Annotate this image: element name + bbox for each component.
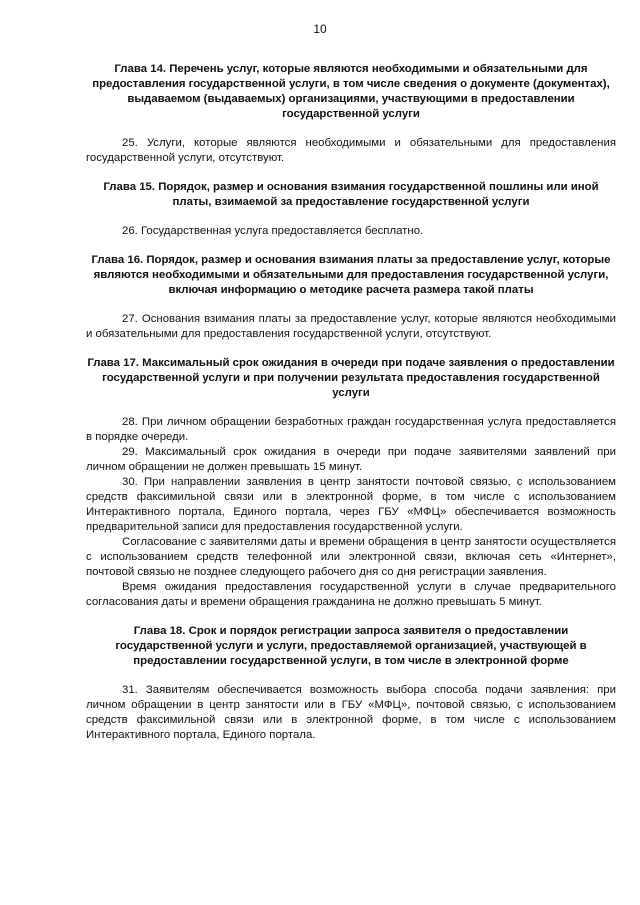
paragraph-31: 31. Заявителям обеспечивается возможность выбора способа подачи заявления: при личном обращении в центр занятости или в ГБУ «МФЦ», почтовой связью, с использованием средств факсимильной связи или в электронной форме, в том числе с использованием Интерактивного портала, Единого портала. [86,684,616,741]
chapter-17-heading: Глава 17. Максимальный срок ожидания в очереди при подаче заявления о предоставлении государственной услуги и при получении результата предоставления государственной услуги [87,357,615,399]
paragraph-30-waiting-time: Время ожидания предоставления государственной услуги в случае предварительного согласования даты и времени обращения гражданина не должно превышать 5 минут. [86,581,616,608]
chapter-14-heading: Глава 14. Перечень услуг, которые являются необходимыми и обязательными для предоставления государственной услуги, в том числе сведения о документе (документах), выдаваемом (выдаваемых) организациями, участвующими в предоставлении государственной услуги [92,63,610,120]
paragraph-25: 25. Услуги, которые являются необходимыми и обязательными для предоставления государственной услуги, отсутствуют. [86,137,616,164]
paragraph-30: 30. При направлении заявления в центр занятости почтовой связью, с использованием средств факсимильной связи или в электронной форме, в том числе с использованием Интерактивного портала, Единого портала, через ГБУ «МФЦ» обеспечивается возможность предварительной записи для предоставления государственной услуги. [86,476,616,533]
chapter-18-heading: Глава 18. Срок и порядок регистрации запроса заявителя о предоставлении государственной услуги и услуги, предоставляемой организацией, участвующей в предоставлении государственной услуги, в том числе в электронной форме [115,625,587,667]
section-chapter-16 [86,253,616,342]
chapter-16-heading: Глава 16. Порядок, размер и основания взимания платы за предоставление услуг, которые являются необходимыми и обязательными для предоставления государственной услуги, включая информацию о методике расчета размера такой платы [91,254,611,296]
paragraph-28: 28. При личном обращении безработных граждан государственная услуга предоставляется в порядке очереди. [86,416,616,443]
paragraph-26: 26. Государственная услуга предоставляется бесплатно. [122,225,424,237]
section-chapter-14 [86,62,616,166]
section-chapter-17 [86,356,616,610]
chapter-15-heading: Глава 15. Порядок, размер и основания взимания государственной пошлины или иной платы, взимаемой за предоставление государственной услуги [103,181,599,208]
section-chapter-15 [86,180,616,239]
page-number: 10 [313,22,327,36]
paragraph-29: 29. Максимальный срок ожидания в очереди при подаче заявителями заявлений при личном обращении не должен превышать 15 минут. [86,446,616,473]
document-body [86,62,616,743]
paragraph-27: 27. Основания взимания платы за предоставление услуг, которые являются необходимыми и обязательными для предоставления государственной услуги, отсутствуют. [86,313,616,340]
paragraph-30-agreement: Согласование с заявителями даты и времени обращения в центр занятости осуществляется с использованием средств телефонной или электронной связи, включая сеть «Интернет», почтовой связью не позднее следующего рабочего дня со дня регистрации заявления. [86,536,616,578]
section-chapter-18 [86,624,616,743]
